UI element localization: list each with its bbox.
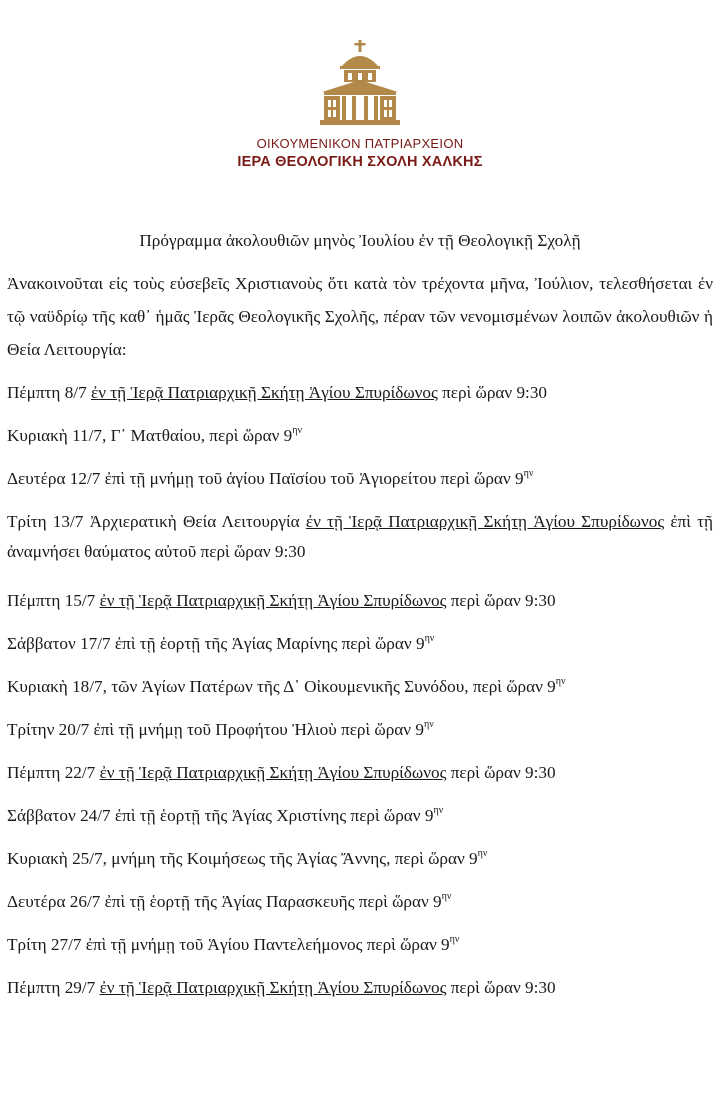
service-entry [7,586,713,629]
service-entry [7,672,713,715]
service-entry [7,801,713,844]
hour-superscript: ην [523,468,534,479]
service-text: Τρίτη 13/7 Ἀρχιερατικὴ Θεία Λειτουργία [7,512,306,531]
service-entry [7,844,713,887]
service-text: Κυριακὴ 18/7, τῶν Ἁγίων Πατέρων τῆς Δ᾽ Οἰκουμενικῆς Συνόδου, περὶ ὥραν 9 [7,677,556,696]
hour-superscript: ην [423,719,434,730]
service-text: Σάββατον 24/7 ἐπὶ τῇ ἑορτῇ τῆς Ἁγίας Χριστίνης περὶ ὥραν 9 [7,806,434,825]
service-time: περὶ ὥραν 9:30 [446,978,556,997]
service-entry [7,629,713,672]
service-time: περὶ ὥραν 9:30 [446,591,556,610]
org-name-line2: ΙΕΡΑ ΘΕΟΛΟΓΙΚΗ ΣΧΟΛΗ ΧΑΛΚΗΣ [237,154,483,170]
hour-superscript: ην [441,891,452,902]
service-text: Δευτέρα 26/7 ἐπὶ τῇ ἑορτῇ τῆς Ἁγίας Παρασκευῆς περὶ ὥραν 9 [7,892,442,911]
service-text: Σάββατον 17/7 ἐπὶ τῇ ἑορτῇ τῆς Ἁγίας Μαρίνης περὶ ὥραν 9 [7,634,425,653]
service-entry [7,507,713,586]
service-entry [7,378,713,421]
location-underlined: ἐν τῇ Ἱερᾷ Πατριαρχικῇ Σκήτῃ Ἁγίου Σπυρίδωνος [305,512,665,531]
service-text: Πέμπτη 15/7 [7,591,100,610]
service-text: Κυριακὴ 11/7, Γ᾽ Ματθαίου, περὶ ὥραν 9 [7,426,293,445]
location-underlined: ἐν τῇ Ἱερᾷ Πατριαρχικῇ Σκήτῃ Ἁγίου Σπυρίδωνος [99,591,447,610]
service-text: Πέμπτη 22/7 [7,763,100,782]
hour-superscript: ην [433,805,444,816]
service-entry [7,421,713,464]
service-text: Τρίτη 27/7 ἐπὶ τῇ μνήμῃ τοῦ Ἁγίου Παντελεήμονος περὶ ὥραν 9 [7,935,450,954]
hour-superscript: ην [449,934,460,945]
location-underlined: ἐν τῇ Ἱερᾷ Πατριαρχικῇ Σκήτῃ Ἁγίου Σπυρίδωνος [90,383,438,402]
document-body [7,226,713,1016]
service-entry [7,715,713,758]
service-text: Κυριακὴ 25/7, μνήμη τῆς Κοιμήσεως τῆς Ἁγίας Ἄννης, περὶ ὥραν 9 [7,849,478,868]
hour-superscript: ην [292,425,303,436]
hour-superscript: ην [424,633,435,644]
service-time: περὶ ὥραν 9:30 [446,763,556,782]
org-name-line1: ΟΙΚΟΥΜΕΝΙΚΟΝ ΠΑΤΡΙΑΡΧΕΙΟΝ [256,136,464,151]
service-text: Δευτέρα 12/7 ἐπὶ τῇ μνήμῃ τοῦ ἁγίου Παϊσίου τοῦ Ἁγιορείτου περὶ ὥραν 9 [7,469,524,488]
service-entry [7,973,713,1016]
document-title: Πρόγραμμα ἀκολουθιῶν μηνὸς Ἰουλίου ἐν τῇ Θεολογικῇ Σχολῇ [139,231,581,250]
hour-superscript: ην [477,848,488,859]
location-underlined: ἐν τῇ Ἱερᾷ Πατριαρχικῇ Σκήτῃ Ἁγίου Σπυρίδωνος [99,763,447,782]
service-text: Πέμπτη 29/7 [7,978,100,997]
school-building-icon [320,40,400,126]
service-text: Τρίτην 20/7 ἐπὶ τῇ μνήμῃ τοῦ Προφήτου Ἠλιοὺ περὶ ὥραν 9 [7,720,424,739]
service-list [7,378,713,1016]
service-entry [7,758,713,801]
service-time: ἐπὶ τῇ ἀναμνήσει θαύματος αὐτοῦ περὶ ὥραν 9:30 [7,512,713,561]
service-entry [7,930,713,973]
service-time: περὶ ὥραν 9:30 [437,383,548,402]
hour-superscript: ην [555,676,566,687]
intro-paragraph: Ἀνακοινοῦται εἰς τοὺς εὐσεβεῖς Χριστιανοὺς ὅτι κατὰ τὸν τρέχοντα μῆνα, Ἰούλιον, τελεσθήσεται ἐν τῷ ναϋδρίῳ τῆς καθ᾽ ἡμᾶς Ἱερᾶς Θεολογικῆς Σχολῆς, πέραν τῶν νενομισμένων λοιπῶν ἀκολουθιῶν ἡ Θεία Λειτουργία: [7,274,713,359]
service-entry [7,887,713,930]
service-text: Πέμπτη 8/7 [7,383,91,402]
location-underlined: ἐν τῇ Ἱερᾷ Πατριαρχικῇ Σκήτῃ Ἁγίου Σπυρίδωνος [99,978,447,997]
letterhead [0,40,720,170]
service-entry [7,464,713,507]
